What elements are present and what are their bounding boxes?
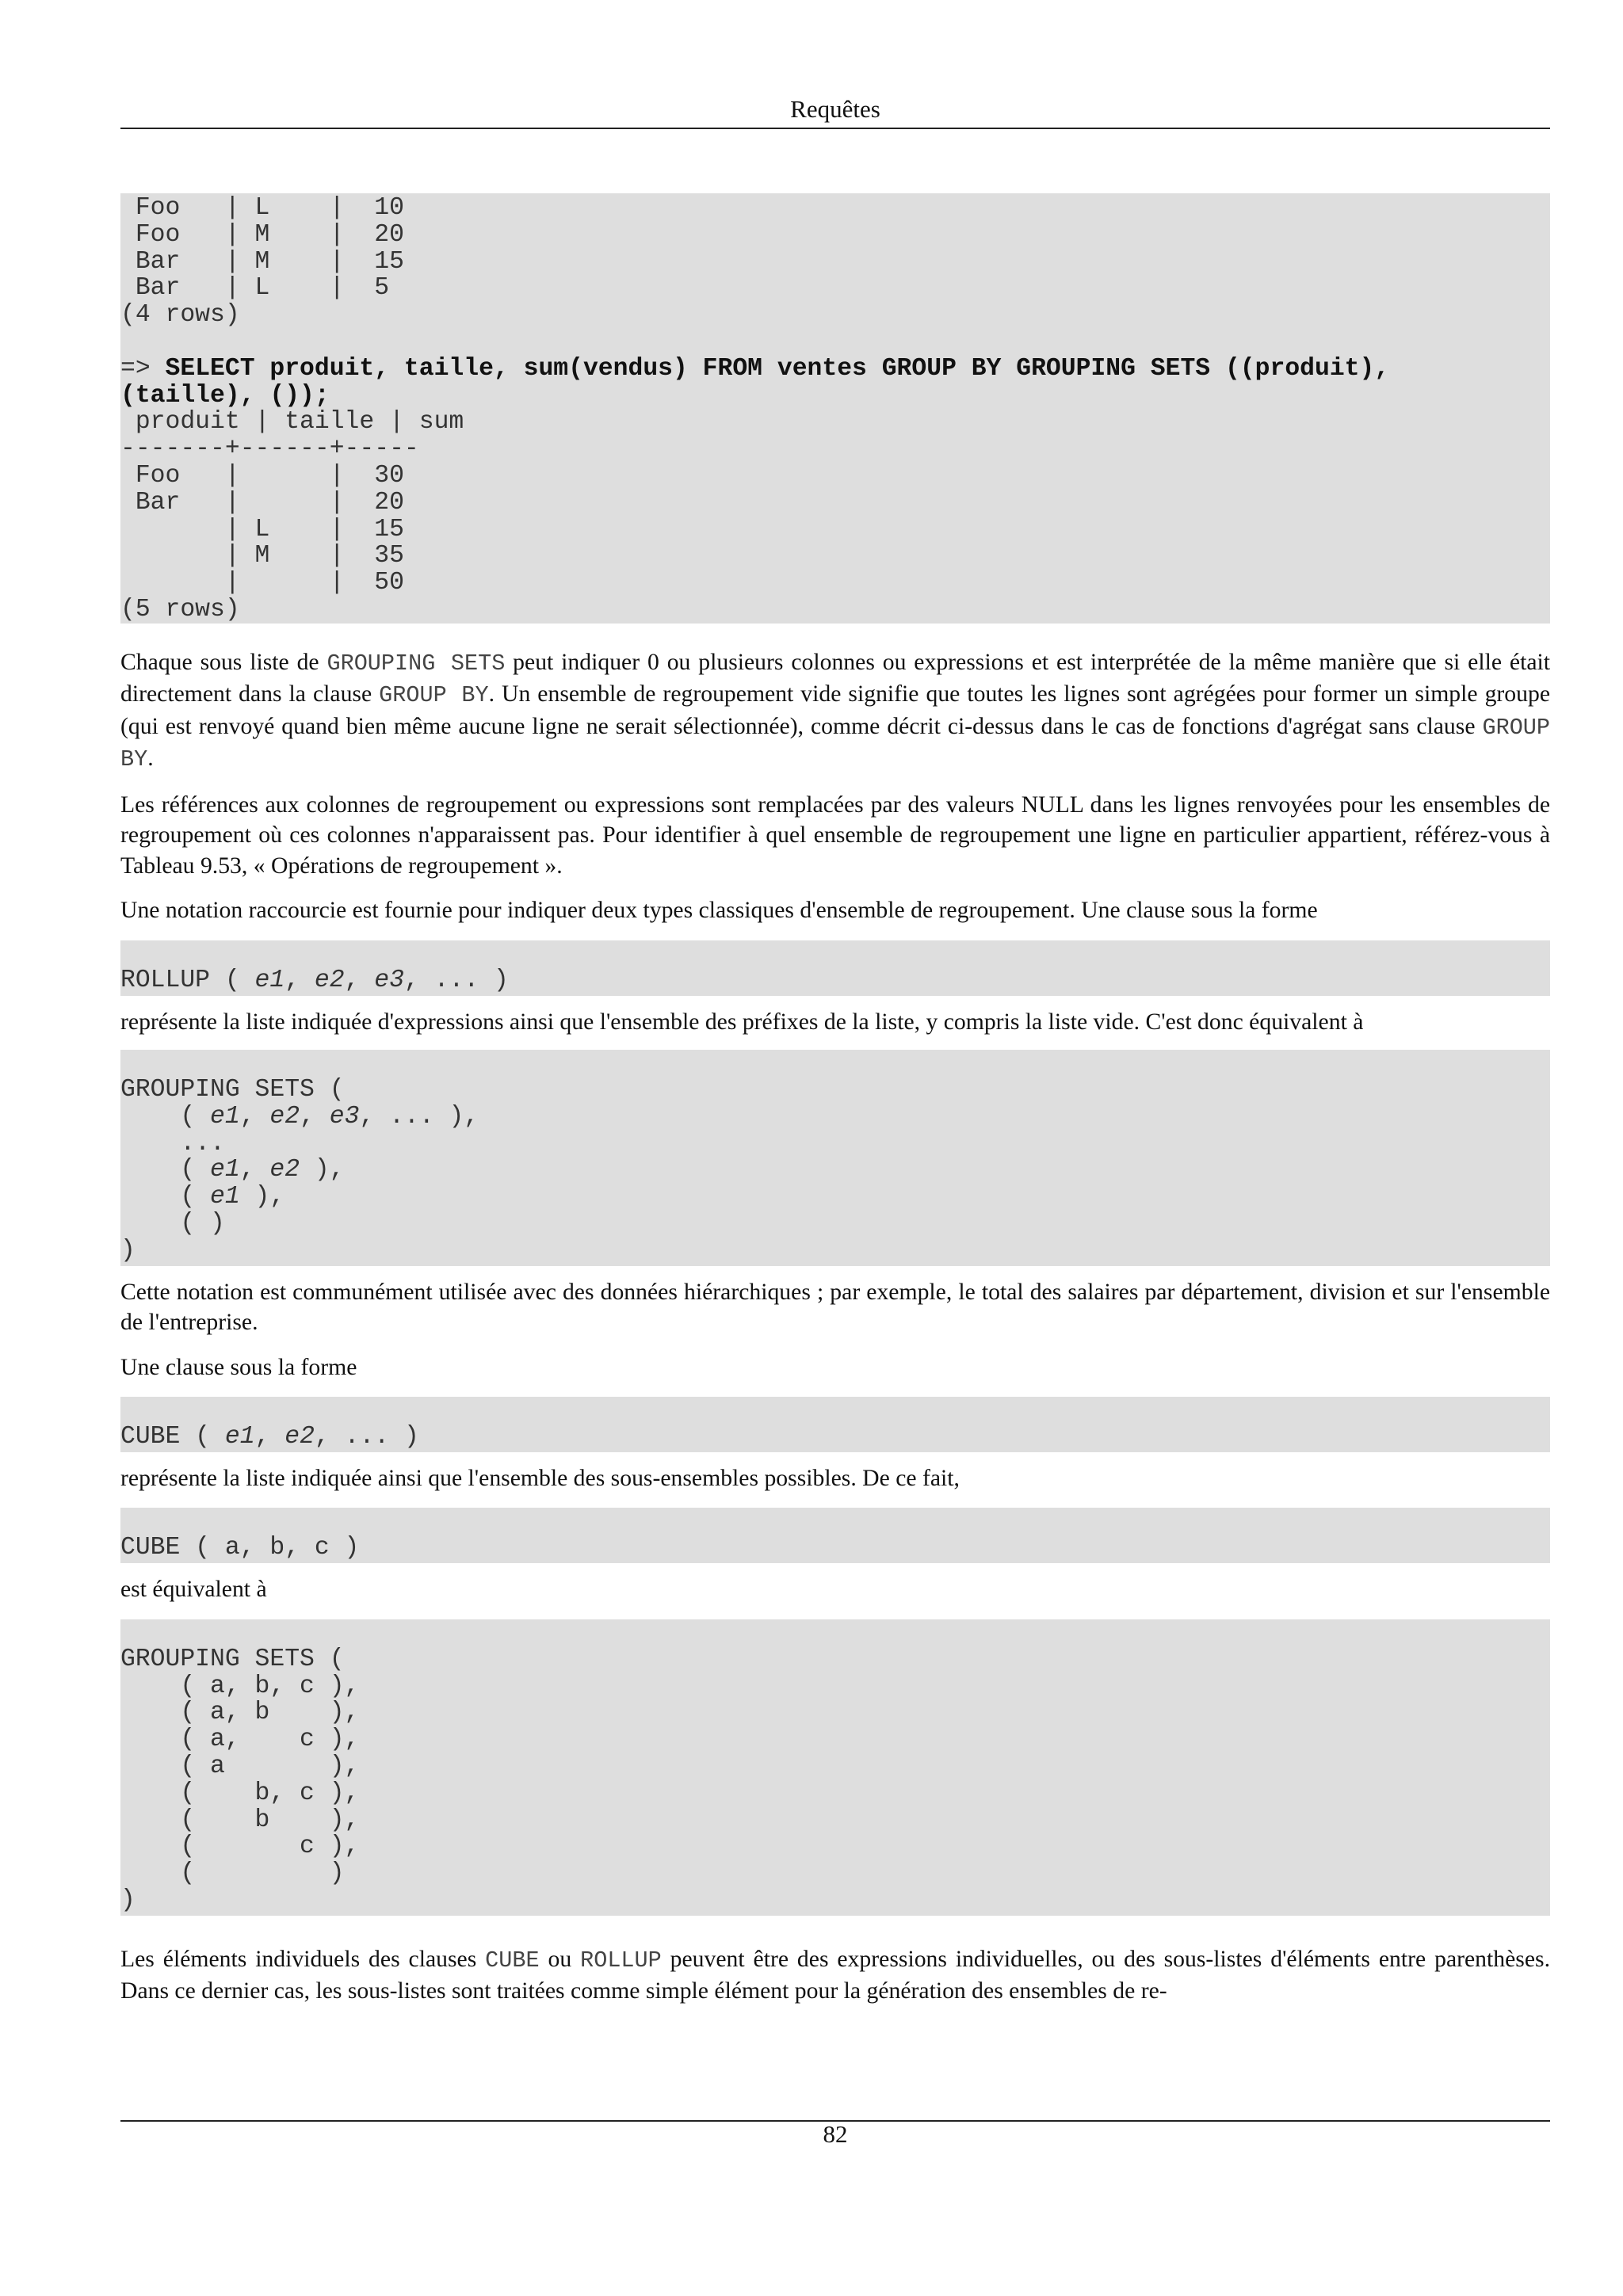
paragraph	[120, 647, 1550, 776]
result-row: | M | 35	[120, 542, 404, 570]
code-placeholder: e1	[210, 1183, 240, 1211]
query-result-block	[120, 193, 1550, 624]
result-row: | | 50	[120, 569, 404, 597]
paragraph: représente la liste indiquée d'expressions ainsi que l'ensemble des préfixes de la liste, y compris la liste vide. C'est donc équivalent à	[120, 1009, 1364, 1035]
text-run: peut indiquer 0 ou plusieurs colonnes ou expressions et est interprétée de la même manière que si elle était directement dans la clause	[120, 649, 1550, 707]
grouping-sets-block	[120, 1050, 1550, 1266]
code-placeholder: e2	[314, 966, 345, 994]
code-placeholder: e1	[210, 1156, 240, 1184]
rollup-syntax-block	[120, 940, 1550, 996]
code-text: ,	[254, 1423, 285, 1451]
code-text: (	[120, 1102, 211, 1131]
result-row: Bar | M | 15	[120, 247, 404, 276]
code-placeholder: e2	[269, 1156, 300, 1184]
code-line: )	[120, 1236, 136, 1264]
result-row: | L | 15	[120, 515, 404, 543]
code-text: ),	[239, 1183, 285, 1211]
result-separator: -------+------+-----	[120, 435, 419, 463]
result-row: Bar | | 20	[120, 488, 404, 517]
cube-syntax-block	[120, 1397, 1550, 1452]
paragraph: est équivalent à	[120, 1577, 267, 1603]
inline-code: GROUP BY	[120, 714, 1550, 773]
header-divider	[120, 128, 1550, 129]
text-run: ou	[539, 1946, 581, 1972]
code-text: CUBE (	[120, 1423, 225, 1451]
code-line: ( a, b ),	[120, 1699, 360, 1727]
text-run: .	[147, 746, 154, 772]
code-line: ( a ),	[120, 1752, 360, 1780]
prompt: =>	[120, 354, 166, 383]
cube-example-block	[120, 1508, 1550, 1563]
code-line: ( )	[120, 1210, 225, 1238]
page-content	[120, 193, 1550, 2007]
code-line: ( b ),	[120, 1806, 360, 1834]
code-text: ,	[239, 1156, 270, 1184]
code-placeholder: e2	[285, 1423, 315, 1451]
paragraph: représente la liste indiquée ainsi que l'ensemble des sous-ensembles possibles. De ce fait,	[120, 1465, 960, 1491]
code-text: ,	[239, 1102, 270, 1131]
inline-code: GROUP BY	[379, 682, 489, 709]
grouping-sets-expansion-block	[120, 1619, 1550, 1916]
code-text: ),	[300, 1156, 345, 1184]
inline-code: ROLLUP	[580, 1947, 662, 1974]
result-row: Foo | M | 20	[120, 220, 404, 249]
code-line: CUBE ( a, b, c )	[120, 1534, 360, 1562]
code-line: ...	[120, 1129, 225, 1158]
row-count: (5 rows)	[120, 595, 240, 624]
paragraph	[120, 1944, 1550, 2007]
text-run: peuvent être des expressions individuelles, ou des sous-listes d'éléments entre parenthèses. Dans ce dernier cas, les sous-listes sont traitées comme simple élément pour la génération des ensembles de re-	[120, 1946, 1550, 2004]
inline-code: CUBE	[485, 1947, 540, 1974]
code-placeholder: e3	[329, 1102, 360, 1131]
code-line: ( )	[120, 1859, 345, 1888]
paragraph: Cette notation est communément utilisée avec des données hiérarchiques ; par exemple, le total des salaires par département, division et sur l'ensemble de l'entreprise.	[120, 1279, 1550, 1336]
paragraph: Les références aux colonnes de regroupement ou expressions sont remplacées par des valeurs NULL dans les lignes renvoyées pour les ensembles de regroupement où ces colonnes n'apparaissent pas. Pour identifier à quel ensemble de regroupement une ligne en particulier appartient, référez-vous à Tableau 9.53, « Opérations de regroupement ».	[120, 791, 1550, 879]
result-row: Foo | L | 10	[120, 194, 404, 222]
text-run: Les éléments individuels des clauses	[120, 1946, 486, 1972]
code-text: (	[120, 1183, 211, 1211]
code-line: ( a, c ),	[120, 1726, 360, 1754]
code-text: , ... )	[314, 1423, 419, 1451]
result-row: Foo | | 30	[120, 461, 404, 490]
paragraph: Une clause sous la forme	[120, 1354, 357, 1380]
code-line: ( a, b, c ),	[120, 1672, 360, 1700]
sql-command-line: (taille), ());	[120, 381, 330, 410]
result-header: produit | taille | sum	[120, 408, 464, 437]
sql-command-line: SELECT produit, taille, sum(vendus) FROM ventes GROUP BY GROUPING SETS ((produit),	[165, 354, 1390, 383]
code-line: ( b, c ),	[120, 1779, 360, 1807]
code-placeholder: e3	[374, 966, 404, 994]
result-row: Bar | L | 5	[120, 274, 390, 303]
page-header-title: Requêtes	[790, 95, 880, 123]
text-run: Chaque sous liste de	[120, 649, 327, 675]
code-placeholder: e2	[269, 1102, 300, 1131]
code-line: )	[120, 1886, 136, 1914]
page-number: 82	[823, 2120, 848, 2148]
code-text: (	[120, 1156, 211, 1184]
paragraph: Une notation raccourcie est fournie pour indiquer deux types classiques d'ensemble de regroupement. Une clause sous la forme	[120, 898, 1318, 924]
code-line: GROUPING SETS (	[120, 1645, 345, 1673]
code-text: ,	[344, 966, 375, 994]
code-placeholder: e1	[210, 1102, 240, 1131]
code-text: , ... )	[403, 966, 509, 994]
code-text: , ... ),	[359, 1102, 479, 1131]
inline-code: GROUPING SETS	[327, 650, 506, 677]
code-line: GROUPING SETS (	[120, 1076, 345, 1104]
code-text: ROLLUP (	[120, 966, 255, 994]
text-run: . Un ensemble de regroupement vide signifie que toutes les lignes sont agrégées pour former un simple groupe (qui est renvoyé quand bien même aucune ligne ne serait sélectionnée), comme décrit ci-dessus dans le cas de fonctions d'agrégat sans clause	[120, 681, 1551, 739]
code-placeholder: e1	[224, 1423, 255, 1451]
code-text: ,	[300, 1102, 330, 1131]
code-line: ( c ),	[120, 1833, 360, 1861]
row-count: (4 rows)	[120, 301, 240, 330]
code-text: ,	[285, 966, 315, 994]
code-placeholder: e1	[254, 966, 285, 994]
